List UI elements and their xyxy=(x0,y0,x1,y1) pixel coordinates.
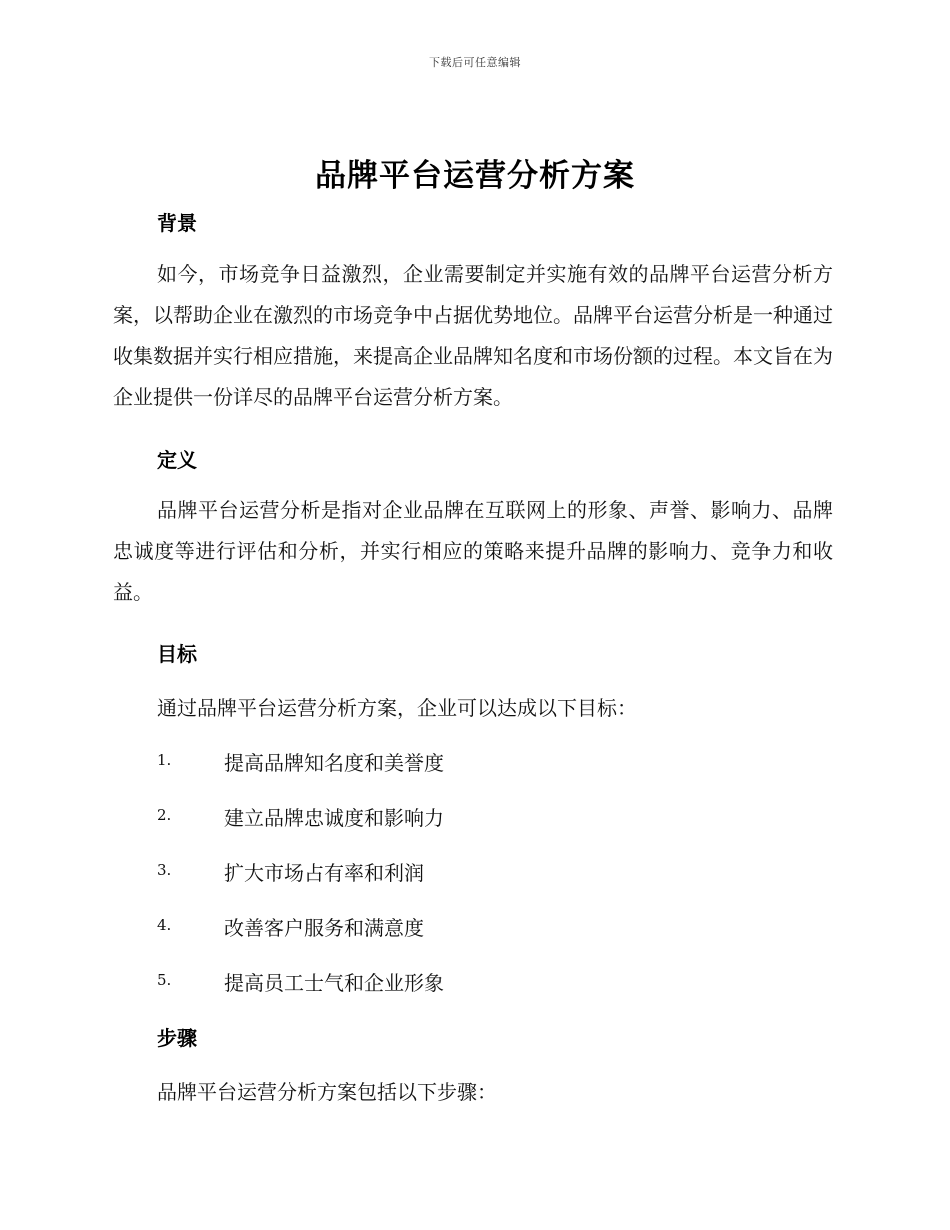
section-heading-definition: 定义 xyxy=(157,448,197,472)
header-note: 下载后可任意编辑 xyxy=(429,56,521,69)
list-item xyxy=(157,857,837,887)
list-item xyxy=(157,967,837,997)
list-text: 扩大市场占有率和利润 xyxy=(224,861,424,885)
list-text: 提高品牌知名度和美誉度 xyxy=(224,751,444,775)
list-item xyxy=(157,802,837,832)
list-number: 3. xyxy=(157,861,172,879)
list-text: 提高员工士气和企业形象 xyxy=(224,971,444,995)
list-text: 改善客户服务和满意度 xyxy=(224,916,424,940)
document-title: 品牌平台运营分析方案 xyxy=(315,158,635,194)
section-heading-steps: 步骤 xyxy=(157,1026,197,1050)
list-number: 2. xyxy=(157,806,172,824)
list-item xyxy=(157,747,837,777)
list-item xyxy=(157,912,837,942)
section-heading-background: 背景 xyxy=(157,211,197,235)
goals-intro: 通过品牌平台运营分析方案，企业可以达成以下目标： xyxy=(157,696,637,720)
list-number: 5. xyxy=(157,971,172,989)
background-paragraph: 如今，市场竞争日益激烈，企业需要制定并实施有效的品牌平台运营分析方案，以帮助企业在激烈的市场竞争中占据优势地位。品牌平台运营分析是一种通过收集数据并实行相应措施，来提高企业品牌知名度和市场份额的过程。本文旨在为企业提供一份详尽的品牌平台运营分析方案。 xyxy=(113,262,833,409)
list-number: 4. xyxy=(157,916,172,934)
list-number: 1. xyxy=(157,751,172,769)
section-heading-goals: 目标 xyxy=(157,642,197,666)
steps-intro: 品牌平台运营分析方案包括以下步骤： xyxy=(157,1080,497,1104)
definition-paragraph: 品牌平台运营分析是指对企业品牌在互联网上的形象、声誉、影响力、品牌忠诚度等进行评估和分析，并实行相应的策略来提升品牌的影响力、竞争力和收益。 xyxy=(113,498,833,604)
list-text: 建立品牌忠诚度和影响力 xyxy=(224,806,444,830)
